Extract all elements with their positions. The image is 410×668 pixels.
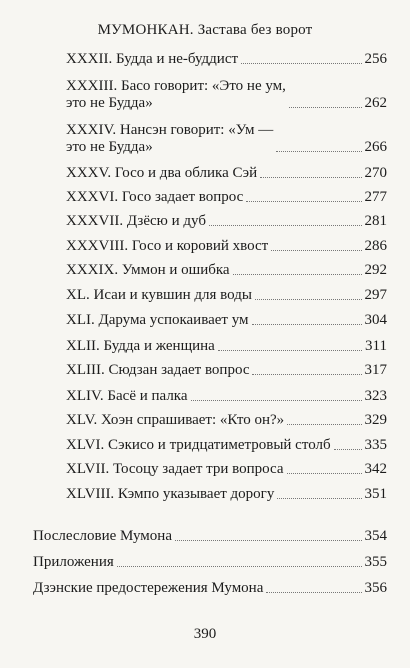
toc-entry-page: 354 xyxy=(364,528,387,544)
dot-leader xyxy=(175,540,362,541)
toc-entry-title: XXXVI. Госо задает вопрос xyxy=(66,189,244,205)
toc-entry-title: XXXVIII. Госо и коровий хвост xyxy=(66,238,269,254)
toc-entry-title: XLIV. Басё и палка xyxy=(66,388,188,404)
toc-entry-title: XLII. Будда и женщина xyxy=(66,338,215,354)
running-head: МУМОНКАН. Застава без ворот xyxy=(97,22,313,38)
toc-entry-title: XXXIII. Басо говорит: «Это не ум, это не Будда» xyxy=(66,78,286,111)
toc-entry-page: 292 xyxy=(364,262,387,278)
toc-entry-afterword[interactable] xyxy=(33,528,387,545)
toc-entry-42[interactable] xyxy=(66,338,387,355)
toc-entry-title: XLIII. Сюдзан задает вопрос xyxy=(66,362,250,378)
toc-entry-page: 311 xyxy=(365,338,387,354)
toc-entry-title: XXXVII. Дзёсю и дуб xyxy=(66,213,206,229)
toc-entry-page: 351 xyxy=(364,486,387,502)
dot-leader xyxy=(287,473,362,474)
dot-leader xyxy=(218,350,362,351)
toc-entry-33[interactable] xyxy=(66,78,387,112)
dot-leader xyxy=(276,151,361,152)
toc-entry-40[interactable] xyxy=(66,287,387,304)
dot-leader xyxy=(209,225,362,226)
toc-entry-title: XLI. Дарума успокаивает ум xyxy=(66,312,249,328)
toc-entry-title: XXXIX. Уммон и ошибка xyxy=(66,262,230,278)
toc-entry-48[interactable] xyxy=(66,486,387,503)
toc-entry-43[interactable] xyxy=(66,362,387,379)
toc-entry-32[interactable] xyxy=(66,51,387,68)
dot-leader xyxy=(241,63,361,64)
toc-entry-title: XLV. Хоэн спрашивает: «Кто он?» xyxy=(66,412,285,428)
toc-entry-47[interactable] xyxy=(66,461,387,478)
toc-entry-title: XLVI. Сэкисо и тридцатиметровый столб xyxy=(66,437,331,453)
toc-entry-page: 355 xyxy=(364,554,387,570)
toc-entry-title: Послесловие Мумона xyxy=(33,528,172,544)
dot-leader xyxy=(252,324,362,325)
toc-entry-title: Приложения xyxy=(33,554,114,570)
toc-entry-title: XLVIII. Кэмпо указывает дорогу xyxy=(66,486,275,502)
toc-entry-page: 356 xyxy=(364,580,387,596)
dot-leader xyxy=(252,374,361,375)
toc-entry-34[interactable] xyxy=(66,122,387,156)
toc-entry-page: 256 xyxy=(364,51,387,67)
dot-leader xyxy=(246,201,361,202)
page-number: 390 xyxy=(193,626,217,642)
dot-leader xyxy=(117,566,362,567)
dot-leader xyxy=(266,592,361,593)
toc-entry-title: XXXII. Будда и не-буддист xyxy=(66,51,239,67)
dot-leader xyxy=(271,250,361,251)
toc-entry-page: 297 xyxy=(364,287,387,303)
toc-entry-title: XL. Исаи и кувшин для воды xyxy=(66,287,252,303)
toc-entry-35[interactable] xyxy=(66,165,387,182)
toc-entry-appendices[interactable] xyxy=(33,554,387,571)
toc-entry-title: XLVII. Тосоцу задает три вопроса xyxy=(66,461,284,477)
toc-entry-warnings[interactable] xyxy=(33,580,387,597)
toc-entry-36[interactable] xyxy=(66,189,387,206)
dot-leader xyxy=(277,498,361,499)
dot-leader xyxy=(287,424,361,425)
dot-leader xyxy=(334,449,362,450)
toc-entry-page: 266 xyxy=(364,139,387,155)
toc-entry-page: 317 xyxy=(364,362,387,378)
toc-entry-title: Дзэнские предостережения Мумона xyxy=(33,580,264,596)
toc-entry-41[interactable] xyxy=(66,312,387,329)
toc-entry-page: 342 xyxy=(364,461,387,477)
dot-leader xyxy=(255,299,362,300)
toc-entry-page: 329 xyxy=(364,412,387,428)
dot-leader xyxy=(289,107,362,108)
toc-entry-page: 335 xyxy=(364,437,387,453)
toc-entry-45[interactable] xyxy=(66,412,387,429)
toc-entry-46[interactable] xyxy=(66,437,387,454)
dot-leader xyxy=(191,400,362,401)
dot-leader xyxy=(260,177,361,178)
toc-entry-44[interactable] xyxy=(66,388,387,405)
toc-entry-page: 286 xyxy=(364,238,387,254)
dot-leader xyxy=(233,274,362,275)
toc-entry-title: XXXV. Госо и два облика Сэй xyxy=(66,165,258,181)
toc-entry-39[interactable] xyxy=(66,262,387,279)
toc-entry-page: 281 xyxy=(364,213,387,229)
toc-entry-page: 277 xyxy=(364,189,387,205)
toc-entry-38[interactable] xyxy=(66,238,387,255)
toc-entry-37[interactable] xyxy=(66,213,387,230)
toc-entry-page: 323 xyxy=(364,388,387,404)
toc-entry-page: 304 xyxy=(364,312,387,328)
toc-entry-title: XXXIV. Нансэн говорит: «Ум — это не Будда» xyxy=(66,122,274,155)
toc-entry-page: 262 xyxy=(364,95,387,111)
toc-entry-page: 270 xyxy=(364,165,387,181)
